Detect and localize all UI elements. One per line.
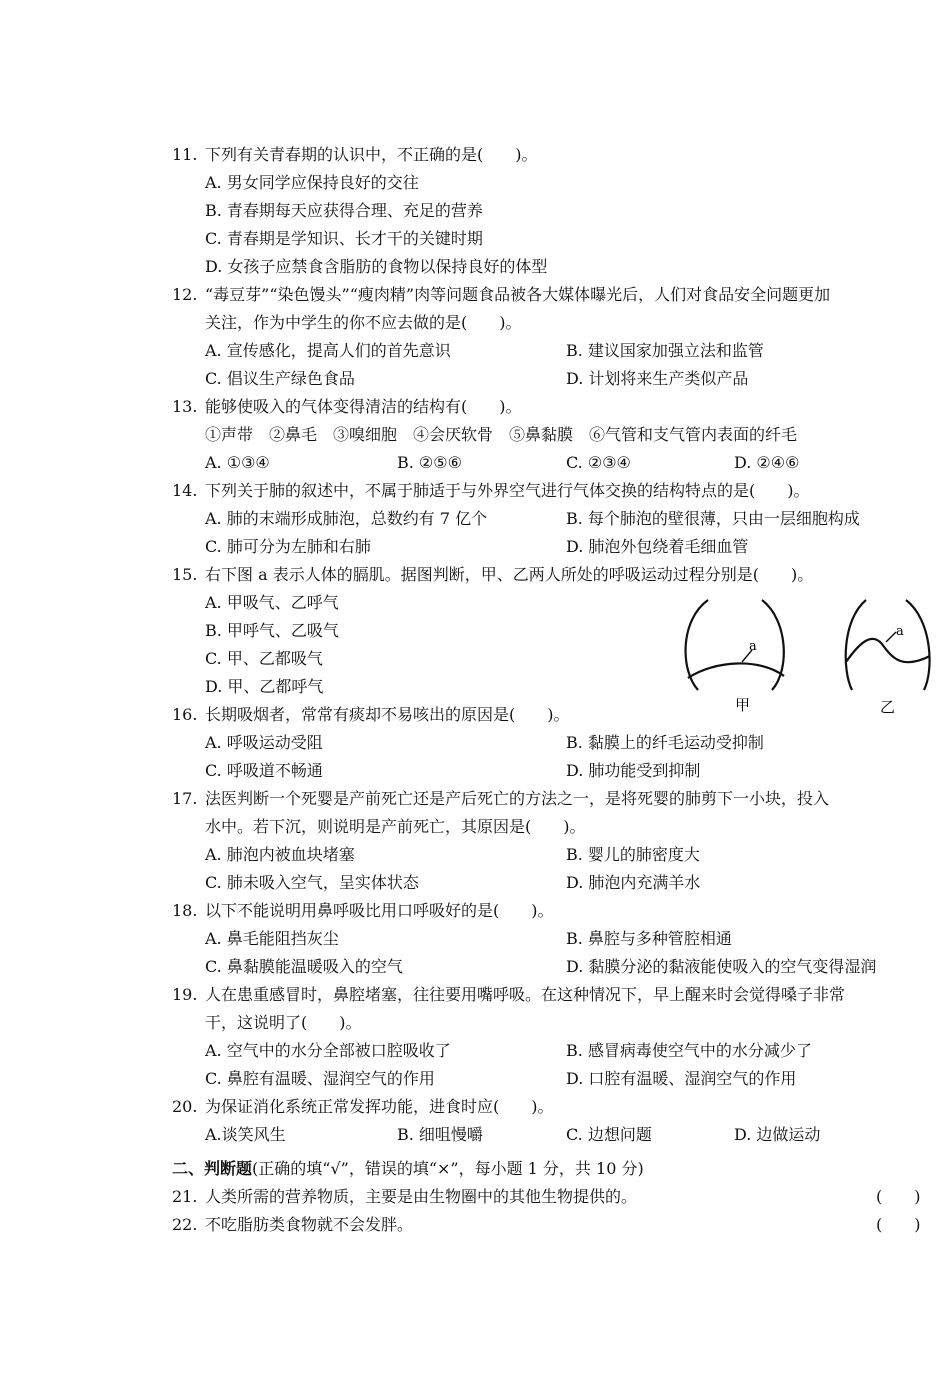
- figure-right-ribcage-right: [906, 600, 930, 690]
- q18-stem: 以下不能说明用鼻呼吸比用口呼吸好的是( )。: [205, 901, 554, 920]
- q22-number: 22.: [172, 1215, 198, 1234]
- q16-option-d: D. 肺功能受到抑制: [566, 761, 701, 780]
- q17-stem-line2: 水中。若下沉，则说明是产前死亡，其原因是( )。: [205, 817, 586, 836]
- q11-option-c: C. 青春期是学知识、长才干的关键时期: [205, 229, 483, 248]
- q11-option-a: A. 男女同学应保持良好的交往: [205, 173, 419, 192]
- q12-option-a: A. 宣传感化，提高人们的首先意识: [205, 341, 451, 360]
- figure-right-caption: 乙: [880, 698, 896, 716]
- q13-stem: 能够使吸入的气体变得清洁的结构有( )。: [205, 397, 522, 416]
- q12-option-b: B. 建议国家加强立法和监管: [566, 341, 764, 360]
- q19-number: 19.: [172, 985, 198, 1004]
- q13-option-a: A. ①③④: [205, 453, 270, 472]
- q19-stem-line1: 人在患重感冒时，鼻腔堵塞，往往要用嘴呼吸。在这种情况下，早上醒来时会觉得嗓子非常: [205, 985, 846, 1004]
- q12-stem-line1: “毒豆芽”“染色馒头”“瘦肉精”肉等问题食品被各大媒体曝光后，人们对食品安全问题更加: [205, 285, 831, 304]
- q22-text: 不吃脂肪类食物就不会发胖。: [205, 1215, 414, 1234]
- q19-option-a: A. 空气中的水分全部被口腔吸收了: [205, 1041, 451, 1060]
- q14-option-a: A. 肺的末端形成肺泡，总数约有 7 亿个: [205, 509, 488, 528]
- q17-number: 17.: [172, 789, 198, 808]
- q14-option-d: D. 肺泡外包绕着毛细血管: [566, 537, 749, 556]
- q20-number: 20.: [172, 1097, 198, 1116]
- q20-option-c: C. 边想问题: [566, 1125, 652, 1144]
- q11-option-b: B. 青春期每天应获得合理、充足的营养: [205, 201, 483, 220]
- q18-option-b: B. 鼻腔与多种管腔相通: [566, 929, 732, 948]
- figure-right-ribcage-left: [846, 600, 866, 690]
- section2-note: (正确的填“√”，错误的填“×”，每小题 1 分，共 10 分): [252, 1159, 644, 1178]
- q21-text: 人类所需的营养物质，主要是由生物圈中的其他生物提供的。: [205, 1187, 638, 1206]
- q13-option-c: C. ②③④: [566, 453, 631, 472]
- figure-left-caption: 甲: [735, 696, 751, 714]
- q11-stem: 下列有关青春期的认识中，不正确的是( )。: [205, 145, 538, 164]
- q15-option-c: C. 甲、乙都吸气: [205, 649, 323, 668]
- q14-number: 14.: [172, 481, 198, 500]
- figure-left-diaphragm: [688, 663, 784, 678]
- q17-option-c: C. 肺未吸入空气，呈实体状态: [205, 873, 419, 892]
- q19-stem-line2: 干，这说明了( )。: [205, 1013, 362, 1032]
- q16-option-b: B. 黏膜上的纤毛运动受抑制: [566, 733, 764, 752]
- q15-option-a: A. 甲吸气、乙呼气: [205, 593, 339, 612]
- q12-number: 12.: [172, 285, 198, 304]
- q18-option-c: C. 鼻黏膜能温暖吸入的空气: [205, 957, 403, 976]
- q17-option-a: A. 肺泡内被血块堵塞: [205, 845, 355, 864]
- q21-answer-blank[interactable]: ( ): [876, 1187, 921, 1206]
- q13-number: 13.: [172, 397, 198, 416]
- q17-option-d: D. 肺泡内充满羊水: [566, 873, 701, 892]
- q22-answer-blank[interactable]: ( ): [876, 1215, 921, 1234]
- diaphragm-figure: [680, 590, 940, 720]
- figure-left-label-a: a: [749, 639, 757, 654]
- q15-option-d: D. 甲、乙都呼气: [205, 677, 324, 696]
- q16-option-a: A. 呼吸运动受阻: [205, 733, 323, 752]
- q18-option-a: A. 鼻毛能阻挡灰尘: [205, 929, 339, 948]
- q14-option-c: C. 肺可分为左肺和右肺: [205, 537, 371, 556]
- q20-stem: 为保证消化系统正常发挥功能，进食时应( )。: [205, 1097, 554, 1116]
- q15-stem: 右下图 a 表示人体的膈肌。据图判断，甲、乙两人所处的呼吸运动过程分别是( )。: [205, 565, 814, 584]
- q11-number: 11.: [172, 145, 198, 164]
- q12-stem-line2: 关注，作为中学生的你不应去做的是( )。: [205, 313, 522, 332]
- q14-stem: 下列关于肺的叙述中，不属于肺适于与外界空气进行气体交换的结构特点的是( )。: [205, 481, 810, 500]
- q20-option-d: D. 边做运动: [734, 1125, 821, 1144]
- section2-title: 二、判断题: [172, 1159, 253, 1178]
- q20-option-a: A.谈笑风生: [205, 1125, 286, 1144]
- section2-heading: [172, 1155, 644, 1183]
- q11-option-d: D. 女孩子应禁食含脂肪的食物以保持良好的体型: [205, 257, 548, 276]
- figure-right-diaphragm: [846, 639, 930, 662]
- q16-number: 16.: [172, 705, 198, 724]
- q19-option-d: D. 口腔有温暖、湿润空气的作用: [566, 1069, 797, 1088]
- q13-option-d: D. ②④⑥: [734, 453, 800, 472]
- q14-option-b: B. 每个肺泡的壁很薄，只由一层细胞构成: [566, 509, 860, 528]
- q18-option-d: D. 黏膜分泌的黏液能使吸入的空气变得湿润: [566, 957, 877, 976]
- q12-option-d: D. 计划将来生产类似产品: [566, 369, 749, 388]
- q18-number: 18.: [172, 901, 198, 920]
- q15-number: 15.: [172, 565, 198, 584]
- q16-stem: 长期吸烟者，常常有痰却不易咳出的原因是( )。: [205, 705, 570, 724]
- q19-option-c: C. 鼻腔有温暖、湿润空气的作用: [205, 1069, 435, 1088]
- q13-choices: ①声带 ②鼻毛 ③嗅细胞 ④会厌软骨 ⑤鼻黏膜 ⑥气管和支气管内表面的纤毛: [205, 425, 798, 444]
- figure-right-pointer: [886, 632, 896, 642]
- q20-option-b: B. 细咀慢嚼: [397, 1125, 483, 1144]
- figure-right-label-a: a: [896, 624, 904, 639]
- q17-option-b: B. 婴儿的肺密度大: [566, 845, 700, 864]
- q19-option-b: B. 感冒病毒使空气中的水分减少了: [566, 1041, 812, 1060]
- q16-option-c: C. 呼吸道不畅通: [205, 761, 323, 780]
- q21-number: 21.: [172, 1187, 198, 1206]
- q13-option-b: B. ②⑤⑥: [397, 453, 462, 472]
- q15-option-b: B. 甲呼气、乙吸气: [205, 621, 339, 640]
- q17-stem-line1: 法医判断一个死婴是产前死亡还是产后死亡的方法之一，是将死婴的肺剪下一小块，投入: [205, 789, 830, 808]
- figure-left-ribcage-right: [762, 600, 784, 690]
- q12-option-c: C. 倡议生产绿色食品: [205, 369, 355, 388]
